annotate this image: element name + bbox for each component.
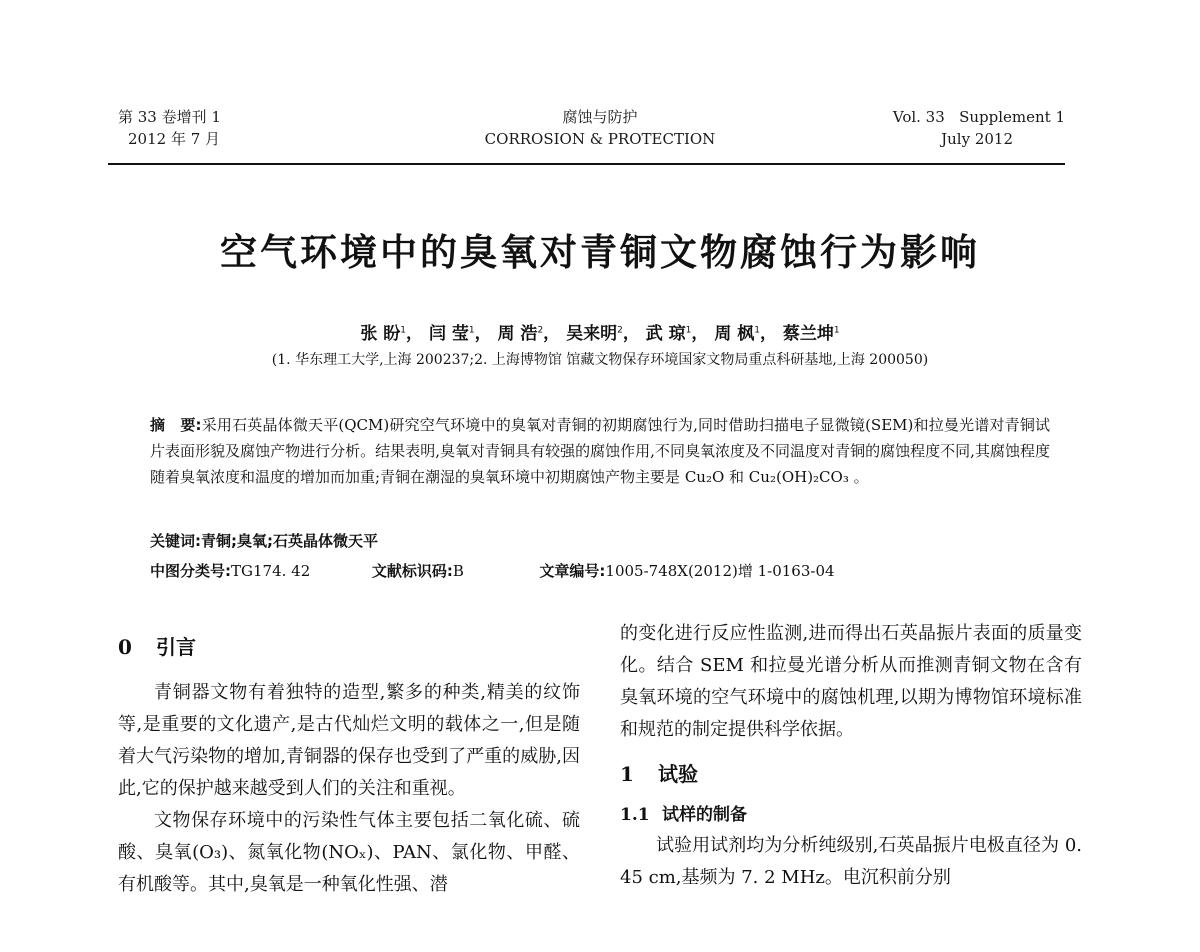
article-no-label: 文章编号: [539,562,606,580]
article-no-value: 1005-748X(2012)增 1-0163-04 [605,562,835,580]
author: 闫 莹$^1$ [428,323,475,344]
author-list: 张 盼$^1$， 闫 莹$^1$， 周 浩$^2$， 吴来明$^2$， 武 琼$^1$， 周 枫$^1$， 蔡兰坤$^1$ [360,323,840,344]
running-header-right [820,106,1065,150]
volume-issue-en: Vol. 33 Supplement 1 [892,108,1065,126]
publication-date: 2012 年 7 月 [128,130,221,148]
subsection-title: 试样的制备 [662,805,747,825]
journal-name-en: CORROSION & PROTECTION [484,130,716,148]
volume-issue: 第 33 卷增刊 1 [118,108,221,126]
author: 张 盼$^1$ [360,323,407,344]
paragraph: 文物保存环境中的污染性气体主要包括二氧化硫、硫酸、臭氧(O₃)、氮氧化物(NOₓ)、PAN、氯化物、甲醛、有机酸等。其中,臭氧是一种氧化性强、潜 [118,810,580,895]
subsection-number: 1.1 [620,805,650,825]
section-heading-introduction [118,631,580,663]
author: 武 琼$^1$ [645,323,692,344]
running-header-left [118,106,221,150]
doc-code-label: 文献标识码: [371,562,453,580]
abstract [150,412,1050,490]
classification-line [150,560,835,582]
abstract-text: 采用石英晶体微天平(QCM)研究空气环境中的臭氧对青铜的初期腐蚀行为,同时借助扫描电子显微镜(SEM)和拉曼光谱对青铜试片表面形貌及腐蚀产物进行分析。结果表明,臭氧对青铜具有较强的腐蚀作用,不同臭氧浓度及不同温度对青铜的腐蚀程度不同,其腐蚀程度随着臭氧浓度和温度的增加而加重;青铜在潮湿的臭氧环境中初期腐蚀产物主要是 Cu₂O 和 Cu₂(OH)₂CO₃ 。 [150,416,1051,486]
journal-name-cn: 腐蚀与防护 [562,108,638,126]
section-number: 0 [118,635,132,659]
author: 蔡兰坤$^1$ [782,323,840,344]
paragraph: 试验用试剂均为分析纯级别,石英晶振片电极直径为 0. 45 cm,基频为 7. 2 MHz。电沉积前分别 [620,835,1082,888]
section-heading-experiment [620,758,1082,790]
keywords-label: 关键词: [150,532,201,550]
author: 吴来明$^2$ [566,323,623,344]
header-rule [108,163,1065,165]
section-title: 试验 [658,762,698,786]
paragraph: 青铜器文物有着独特的造型,繁多的种类,精美的纹饰等,是重要的文化遗产,是古代灿烂文明的载体之一,但是随着大气污染物的增加,青铜器的保存也受到了严重的威胁,因此,它的保护越来越受到人们的关注和重视。 [118,682,580,799]
affiliations: (1. 华东理工大学,上海 200237;2. 上海博物馆 馆藏文物保存环境国家文物局重点科研基地,上海 200050) [271,352,929,368]
clc-value: TG174. 42 [231,562,311,580]
subsection-heading-sample-prep [620,800,1082,830]
paragraph: 的变化进行反应性监测,进而得出石英晶振片表面的质量变化。结合 SEM 和拉曼光谱分析从而推测青铜文物在含有臭氧环境的空气环境中的腐蚀机理,以期为博物馆环境标准和规范的制定提供科学依据。 [620,623,1082,740]
keywords [150,528,378,554]
paper-title: 空气环境中的臭氧对青铜文物腐蚀行为影响 [220,231,980,274]
publication-date-en: July 2012 [941,130,1013,148]
section-number: 1 [620,762,634,786]
author: 周 浩$^2$ [497,323,544,344]
keywords-text: 青铜;臭氧;石英晶体微天平 [201,532,378,550]
doc-code-value: B [452,562,464,580]
author: 周 枫$^1$ [714,323,760,344]
body-column-left [118,631,580,901]
clc-label: 中图分类号: [150,562,231,580]
running-header-center [400,106,800,150]
section-title: 引言 [156,635,196,659]
abstract-label: 摘 要: [150,416,202,434]
body-column-right [620,618,1082,894]
